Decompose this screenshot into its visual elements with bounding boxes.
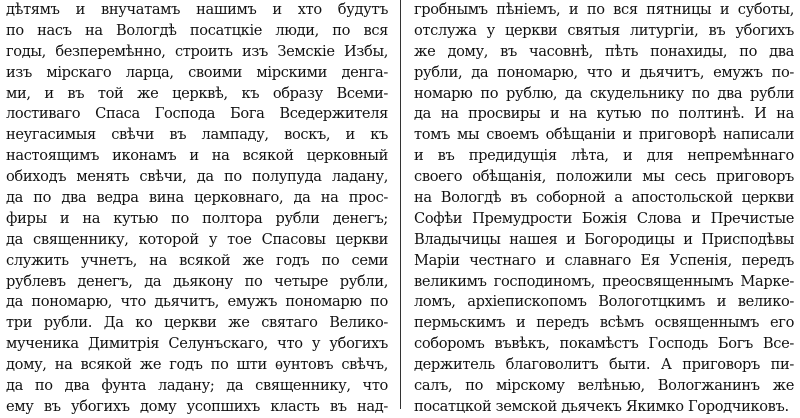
text-line: лостиваго Спаса Господа Бога Вседержителя [6, 105, 388, 123]
text-line: дому, на всякой же годъ по шти ѳунтовъ свѣчъ, [6, 356, 388, 374]
text-line: рублевъ денегъ, да дьякону по четыре рубли, [6, 272, 388, 290]
text-line: держитель благоволитъ быти. А приговоръ пи- [414, 356, 794, 374]
text-line: и въ предидущія лѣта, и для непремѣннаго [414, 147, 794, 165]
text-line: три рубли. Да ко церкви же святаго Велико- [6, 314, 388, 332]
text-line: номарю по рублю, да скудельнику по два рубли [414, 84, 794, 102]
text-line: ми, и въ той же церквѣ, къ образу Всеми- [6, 84, 388, 102]
text-line: салъ, по мірскому велѣнью, Вологжанинъ же [414, 377, 794, 395]
text-line: фиры и на кутью по полтора рубли денегъ; [6, 209, 388, 227]
text-line: изъ мірскаго ларца, своими мірскими денга- [6, 63, 388, 81]
text-column-right [414, 0, 794, 415]
text-line: да по два ведра вина церковнаго, да на прос- [6, 189, 388, 207]
text-line: дѣтямъ и внучатамъ нашимъ и хто будутъ [6, 1, 388, 18]
text-line: Маріи честнаго и славнаго Ея Успенія, передъ [414, 251, 794, 269]
text-line: Владычицы нашея и Богородицы и Присподѣвы [414, 230, 794, 248]
text-line: пермьскимъ и передъ всѣмъ освященнымъ его [414, 314, 794, 332]
text-line: отслужа у церкви святыя литургіи, въ убогихъ [414, 21, 794, 39]
text-line: великимъ господиномъ, преосвященнымъ Марке- [414, 272, 794, 290]
column-divider [400, 0, 401, 409]
text-line: гробнымъ пѣніемъ, и по вся пятницы и суботы, [414, 1, 794, 18]
text-line: Софѣи Премудрости Божія Слова и Пречистые [414, 209, 794, 227]
text-line: своего обѣщанія, положили мы сесь приговоръ [414, 168, 794, 186]
text-line: служить учнетъ, на всякой же годъ по семи [6, 251, 388, 269]
text-line: да пономарю, что дьячитъ, емужъ пономарю по [6, 293, 388, 311]
text-line: обиходъ менять свѣчи, да по полупуда ладану, [6, 168, 388, 186]
text-column-left [6, 0, 388, 415]
text-line: соборомъ въвѣкъ, покамѣстъ Господь Богъ Все- [414, 335, 794, 353]
text-line: годы, безперемѣнно, строить изъ Земскіе Избы, [6, 42, 388, 60]
text-line: на Вологдѣ въ соборной а апостольской церкви [414, 189, 794, 207]
text-line: ломъ, архіепископомъ Вологотцкимъ и велико- [414, 293, 794, 311]
text-line: да на просвиры и на кутью по полтинѣ. И на [414, 105, 794, 123]
text-line: настоящимъ иконамъ и на всякой церковный [6, 147, 388, 165]
text-line: рубли, да пономарю, что и дьячитъ, емужъ по- [414, 63, 794, 81]
text-line: по насъ на Вологдѣ посатцкіе люди, по вся [6, 21, 388, 39]
text-line: посатцкой земской дьячекъ Якимко Городчиковъ. [414, 397, 789, 415]
text-line: ему въ убогихъ дому усопшихъ класть въ над- [6, 397, 388, 415]
text-line: томъ мы своемъ обѣщаніи и приговорѣ написали [414, 126, 794, 144]
text-line: неугасимыя свѣчи въ лампаду, воскъ, и къ [6, 126, 388, 144]
text-line: да по два фунта ладану; да священнику, что [6, 377, 388, 395]
text-line: мученика Димитрія Селунъскаго, что у убогихъ [6, 335, 388, 353]
text-line: же дому, въ часовнѣ, пѣть понахиды, по два [414, 42, 794, 60]
text-line: да священнику, которой у тое Спасовы церкви [6, 230, 388, 248]
